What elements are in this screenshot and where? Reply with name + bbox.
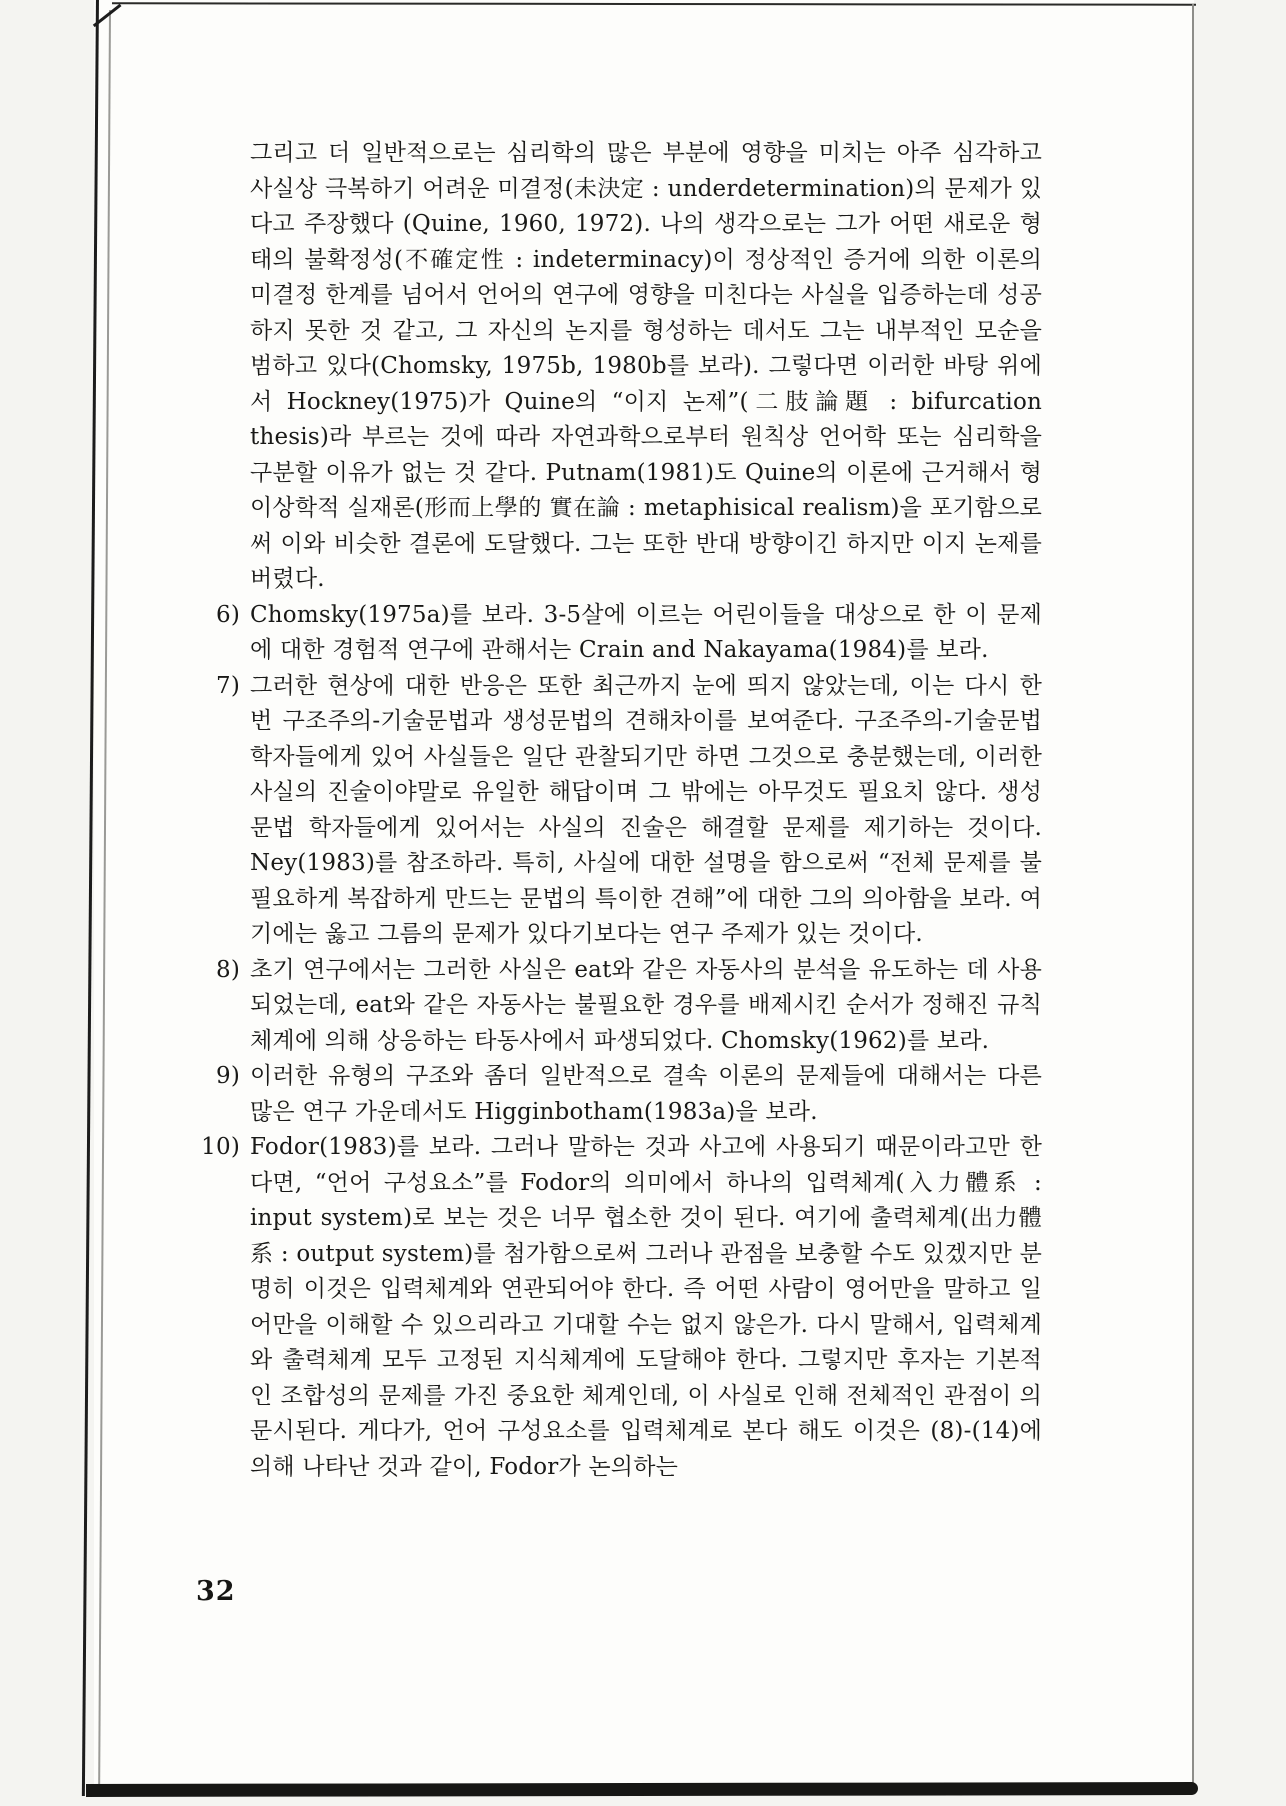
endnote-number: 9) <box>215 1063 240 1089</box>
endnote-text: 그리고 더 일반적으로는 심리학의 많은 부분에 영향을 미치는 아주 심각하고 사실상 극복하기 어려운 미결정(未決定 : underdetermination)의 문제가 있다고 주장했다 (Quine, 1960, 1972). 나의 생각으로는 그가 어떤 새로운 형태의 불확정성(不確定性 : indeterminacy)이 정상적인 증거에 의한 이론의 미결정 한계를 넘어서 언어의 연구에 영향을 미친다는 사실을 입증하는데 성공하지 못한 것 같고, 그 자신의 논지를 형성하는 데서도 그는 내부적인 모순을 범하고 있다(Chomsky, 1975b, 1980b를 보라). 그렇다면 이러한 바탕 위에서 Hockney(1975)가 Quine의 “이지 논제”(二肢論題 : bifurcation thesis)라 부르는 것에 따라 자연과학으로부터 원칙상 언어학 또는 심리학을 구분할 이유가 없는 것 같다. Putnam(1981)도 Quine의 이론에 근거해서 형이상학적 실재론(形而上學的 實在論 : metaphisical realism)을 포기함으로써 이와 비슷한 결론에 도달했다. 그는 또한 반대 방향이긴 하지만 이지 논제를 버렸다. <box>250 140 1042 592</box>
endnote-8 <box>140 953 1042 1060</box>
page-number: 32 <box>196 1576 236 1607</box>
endnote-text: Fodor(1983)를 보라. 그러나 말하는 것과 사고에 사용되기 때문이라고만 한다면, “언어 구성요소”를 Fodor의 의미에서 하나의 입력체계(入力體系 : input system)로 보는 것은 너무 협소한 것이 된다. 여기에 출력체계(出力體系 : output system)를 첨가함으로써 그러나 관점을 보충할 수도 있겠지만 분명히 이것은 입력체계와 연관되어야 한다. 즉 어떤 사람이 영어만을 말하고 일어만을 이해할 수 있으리라고 기대할 수는 없지 않은가. 다시 말해서, 입력체계와 출력체계 모두 고정된 지식체계에 도달해야 한다. 그렇지만 후자는 기본적인 조합성의 문제를 가진 중요한 체계인데, 이 사실로 인해 전체적인 관점이 의문시된다. 게다가, 언어 구성요소를 입력체계로 본다 해도 이것은 (8)-(14)에 의해 나타난 것과 같이, Fodor가 논의하는 <box>250 1134 1042 1480</box>
endnote-text: Chomsky(1975a)를 보라. 3-5살에 이르는 어린이들을 대상으로 한 이 문제에 대한 경험적 연구에 관해서는 Crain and Nakayama(1984)를 보라. <box>250 601 1042 663</box>
endnote-text: 그러한 현상에 대한 반응은 또한 최근까지 눈에 띄지 않았는데, 이는 다시 한 번 구조주의-기술문법과 생성문법의 견해차이를 보여준다. 구조주의-기술문법 학자들에게 있어 사실들은 일단 관찰되기만 하면 그것으로 충분했는데, 이러한 사실의 진술이야말로 유일한 해답이며 그 밖에는 아무것도 필요치 않다. 생성문법 학자들에게 있어서는 사실의 진술은 해결할 문제를 제기하는 것이다. Ney(1983)를 참조하라. 특히, 사실에 대한 설명을 함으로써 “전체 문제를 불필요하게 복잡하게 만드는 문법의 특이한 견해”에 대한 그의 의아함을 보라. 여기에는 옳고 그름의 문제가 있다기보다는 연구 주제가 있는 것이다. <box>250 672 1042 947</box>
endnote-text: 초기 연구에서는 그러한 사실은 eat와 같은 자동사의 분석을 유도하는 데 사용되었는데, eat와 같은 자동사는 불필요한 경우를 배제시킨 순서가 정해진 규칙체계에 의해 상응하는 타동사에서 파생되었다. Chomsky(1962)를 보라. <box>250 956 1042 1054</box>
endnote-text: 이러한 유형의 구조와 좀더 일반적으로 결속 이론의 문제들에 대해서는 다른 많은 연구 가운데서도 Higginbotham(1983a)을 보라. <box>250 1063 1042 1125</box>
endnote-7 <box>140 669 1042 953</box>
endnote-number: 7) <box>215 672 240 699</box>
endnotes-text-column <box>140 136 1042 1485</box>
scan-edge-bottom <box>86 1782 1198 1797</box>
endnote-9 <box>140 1059 1042 1130</box>
scan-edge-right <box>1192 4 1194 1784</box>
endnote-number: 6) <box>215 601 240 628</box>
endnote-10 <box>140 1130 1042 1485</box>
endnote-number: 8) <box>215 956 240 983</box>
endnote-6 <box>140 598 1042 669</box>
endnote-number: 10) <box>201 1134 240 1160</box>
endnote-continuation <box>140 136 1042 598</box>
